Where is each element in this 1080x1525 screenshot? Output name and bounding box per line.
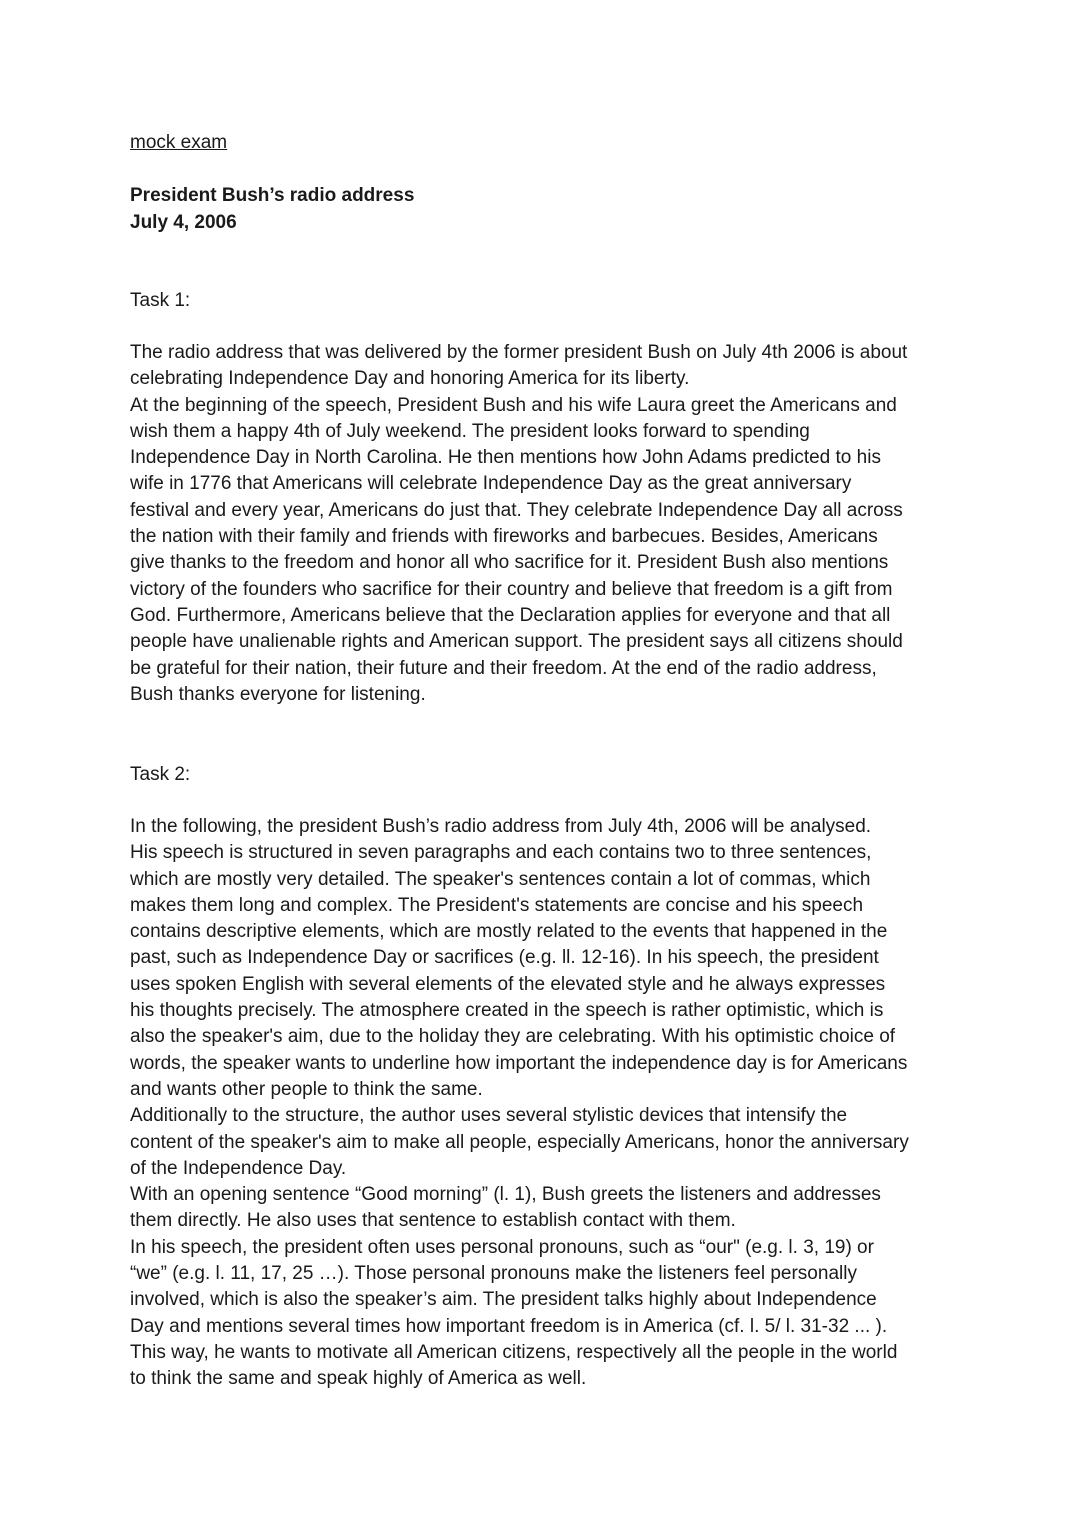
text-line: to think the same and speak highly of America as well. [130, 1368, 587, 1390]
text-line: be grateful for their nation, their future and their freedom. At the end of the radio address, [130, 657, 877, 679]
text-line: With an opening sentence “Good morning” (l. 1), Bush greets the listeners and addresses [130, 1184, 881, 1206]
text-line: uses spoken English with several elements of the elevated style and he always expresses [130, 973, 886, 995]
text-line: This way, he wants to motivate all American citizens, respectively all the people in the world [130, 1341, 898, 1363]
text-line: past, such as Independence Day or sacrifices (e.g. ll. 12-16). In his speech, the president [130, 947, 879, 969]
text-line: festival and every year, Americans do just that. They celebrate Independence Day all across [130, 499, 903, 521]
text-line: involved, which is also the speaker’s aim. The president talks highly about Independence [130, 1289, 877, 1311]
task-2-label: Task 2: [130, 764, 191, 785]
mock-exam-link[interactable]: mock exam [130, 132, 228, 153]
text-line: Day and mentions several times how important freedom is in America (cf. l. 5/ l. 31-32 ... ). [130, 1315, 888, 1337]
task-1-paragraph [130, 340, 960, 708]
text-line: wish them a happy 4th of July weekend. The president looks forward to spending [130, 420, 810, 442]
text-line: “we” (e.g. l. 11, 17, 25 …). Those personal pronouns make the listeners feel personally [130, 1263, 857, 1285]
task-1-label: Task 1: [130, 290, 191, 311]
text-line: Independence Day in North Carolina. He then mentions how John Adams predicted to his [130, 447, 881, 469]
text-line: people have unalienable rights and American support. The president says all citizens should [130, 631, 903, 653]
text-line: The radio address that was delivered by the former president Bush on July 4th 2006 is about [130, 342, 908, 363]
text-line: wife in 1776 that Americans will celebrate Independence Day as the great anniversary [130, 473, 852, 495]
text-line: his thoughts precisely. The atmosphere created in the speech is rather optimistic, which is [130, 1000, 884, 1022]
text-line: give thanks to the freedom and honor all who sacrifice for it. President Bush also mentions [130, 552, 889, 574]
text-line: words, the speaker wants to underline how important the independence day is for Americans [130, 1052, 908, 1074]
text-line: In his speech, the president often uses personal pronouns, such as “our" (e.g. l. 3, 19) or [130, 1236, 874, 1258]
task-2-paragraph [130, 814, 960, 1393]
document-title [130, 182, 414, 236]
text-line: and wants other people to think the same. [130, 1078, 483, 1100]
text-line: In the following, the president Bush’s radio address from July 4th, 2006 will be analysed. [130, 816, 872, 837]
text-line: Additionally to the structure, the author uses several stylistic devices that intensify the [130, 1105, 848, 1127]
text-line: Bush thanks everyone for listening. [130, 683, 426, 705]
text-line: them directly. He also uses that sentence to establish contact with them. [130, 1210, 736, 1232]
title-line-1: President Bush’s radio address [130, 185, 415, 206]
text-line: makes them long and complex. The President's statements are concise and his speech [130, 894, 864, 916]
text-line: contains descriptive elements, which are mostly related to the events that happened in the [130, 921, 888, 943]
text-line: which are mostly very detailed. The speaker's sentences contain a lot of commas, which [130, 868, 871, 890]
text-line: also the speaker's aim, due to the holiday they are celebrating. With his optimistic choice of [130, 1026, 896, 1048]
text-line: the nation with their family and friends with fireworks and barbecues. Besides, Americans [130, 526, 878, 548]
text-line: At the beginning of the speech, President Bush and his wife Laura greet the Americans and [130, 394, 897, 416]
title-line-2: July 4, 2006 [130, 212, 237, 233]
text-line: of the Independence Day. [130, 1157, 347, 1179]
text-line: celebrating Independence Day and honoring America for its liberty. [130, 368, 690, 390]
text-line: God. Furthermore, Americans believe that the Declaration applies for everyone and that all [130, 604, 891, 626]
text-line: victory of the founders who sacrifice for their country and believe that freedom is a gift from [130, 578, 893, 600]
text-line: His speech is structured in seven paragraphs and each contains two to three sentences, [130, 842, 872, 864]
text-line: content of the speaker's aim to make all people, especially Americans, honor the anniversary [130, 1131, 909, 1153]
